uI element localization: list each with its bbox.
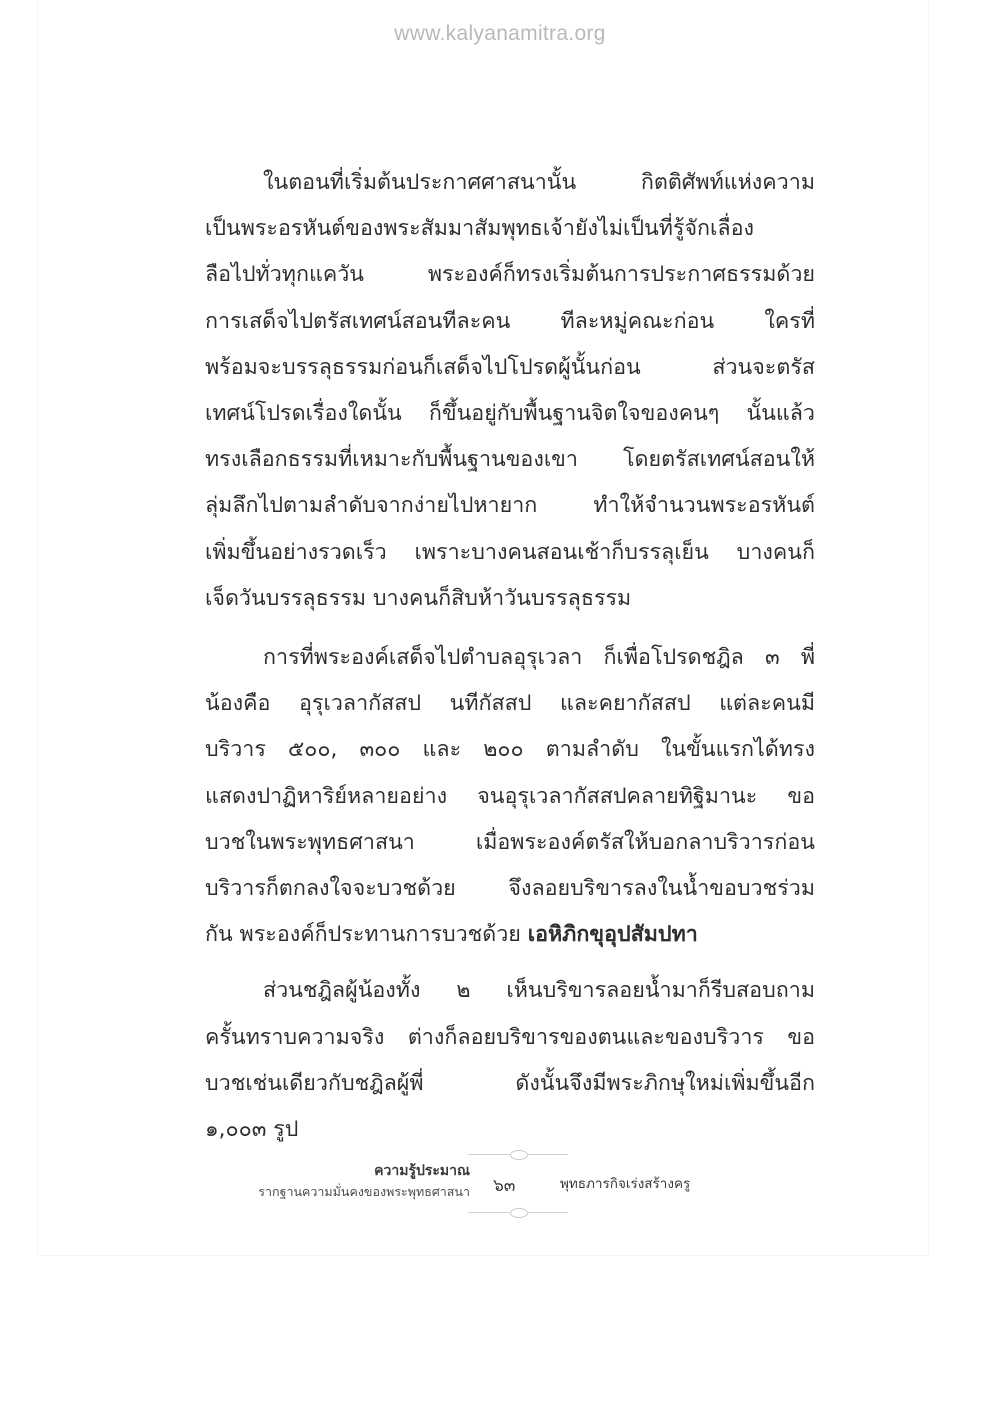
text-line: พร้อมจะบรรลุธรรมก่อนก็เสด็จไปโปรดผู้นั้นก่อน ส่วนจะตรัส [205,354,815,380]
watermark-url: www.kalyanamitra.org [394,22,606,45]
text-line: บวชเช่นเดียวกับชฎิลผู้พี่ ดังนั้นจึงมีพระภิกษุใหม่เพิ่มขึ้นอีก [205,1070,815,1096]
text-line: ลือไปทั่วทุกแควัน พระองค์ก็ทรงเริ่มต้นการประกาศธรรมด้วย [205,262,815,288]
text-line: บริวาร ๕๐๐, ๓๐๐ และ ๒๐๐ ตามลำดับ ในขั้นแรกได้ทรง [205,737,815,763]
text-line: เป็นพระอรหันต์ของพระสัมมาสัมพุทธเจ้ายังไม่เป็นที่รู้จักเลื่อง [205,216,754,242]
text-line: บริวารก็ตกลงใจจะบวชด้วย จึงลอยบริขารลงในน้ำขอบวชร่วม [205,876,815,902]
text-line: น้องคือ อุรุเวลากัสสป นทีกัสสป และคยากัสสป แต่ละคนมี [205,691,815,717]
series-subtitle: รากฐานความมั่นคงของพระพุทธศาสนา [258,1184,470,1199]
text-line: เทศน์โปรดเรื่องใดนั้น ก็ขึ้นอยู่กับพื้นฐานจิตใจของคนๆ นั้นแล้ว [205,401,815,427]
text-line: บวชในพระพุทธศาสนา เมื่อพระองค์ตรัสให้บอกลาบริวารก่อน [205,829,815,855]
bold-term: เอหิภิกขุอุปสัมปทา [527,922,698,948]
text-line: ครั้นทราบความจริง ต่างก็ลอยบริขารของตนและของบริวาร ขอ [205,1024,815,1050]
paragraph-1 [205,160,815,622]
text-line [205,912,815,958]
text-line: เจ็ดวันบรรลุธรรม บางคนก็สิบห้าวันบรรลุธรรม [205,585,632,611]
page-number: ๖๓ [493,1176,516,1196]
chapter-title: พุทธภารกิจเร่งสร้างครู [560,1176,691,1192]
ornament-icon [510,1150,528,1160]
text-line: ทรงเลือกธรรมที่เหมาะกับพื้นฐานของเขา โดยตรัสเทศน์สอนให้ [205,447,815,473]
paragraph-2 [205,635,815,958]
text-segment: กัน พระองค์ก็ประทานการบวชด้วย [205,922,521,948]
page-footer [0,1148,1000,1218]
text-line: การเสด็จไปตรัสเทศน์สอนทีละคน ทีละหมู่คณะก่อน ใครที่ [205,308,815,334]
text-line: ลุ่มลึกไปตามลำดับจากง่ายไปหายาก ทำให้จำนวนพระอรหันต์ [205,493,815,519]
text-line: การที่พระองค์เสด็จไปตำบลอุรุเวลา ก็เพื่อโปรดชฎิล ๓ พี่ [263,645,815,671]
paragraph-3 [205,968,815,1153]
text-line: แสดงปาฏิหาริย์หลายอย่าง จนอุรุเวลากัสสปคลายทิฐิมานะ ขอ [205,783,815,809]
text-line: ในตอนที่เริ่มต้นประกาศศาสนานั้น กิตติศัพท์แห่งความ [263,170,815,195]
series-title: ความรู้ประมาณ [374,1163,470,1179]
text-line: เพิ่มขึ้นอย่างรวดเร็ว เพราะบางคนสอนเช้าก็บรรลุเย็น บางคนก็ [205,539,815,565]
body-text [205,160,815,1153]
ornament-icon [510,1208,528,1218]
text-line: ส่วนชฎิลผู้น้องทั้ง ๒ เห็นบริขารลอยน้ำมาก็รีบสอบถาม [263,978,815,1004]
text-line: ๑,๐๐๓ รูป [205,1117,299,1143]
